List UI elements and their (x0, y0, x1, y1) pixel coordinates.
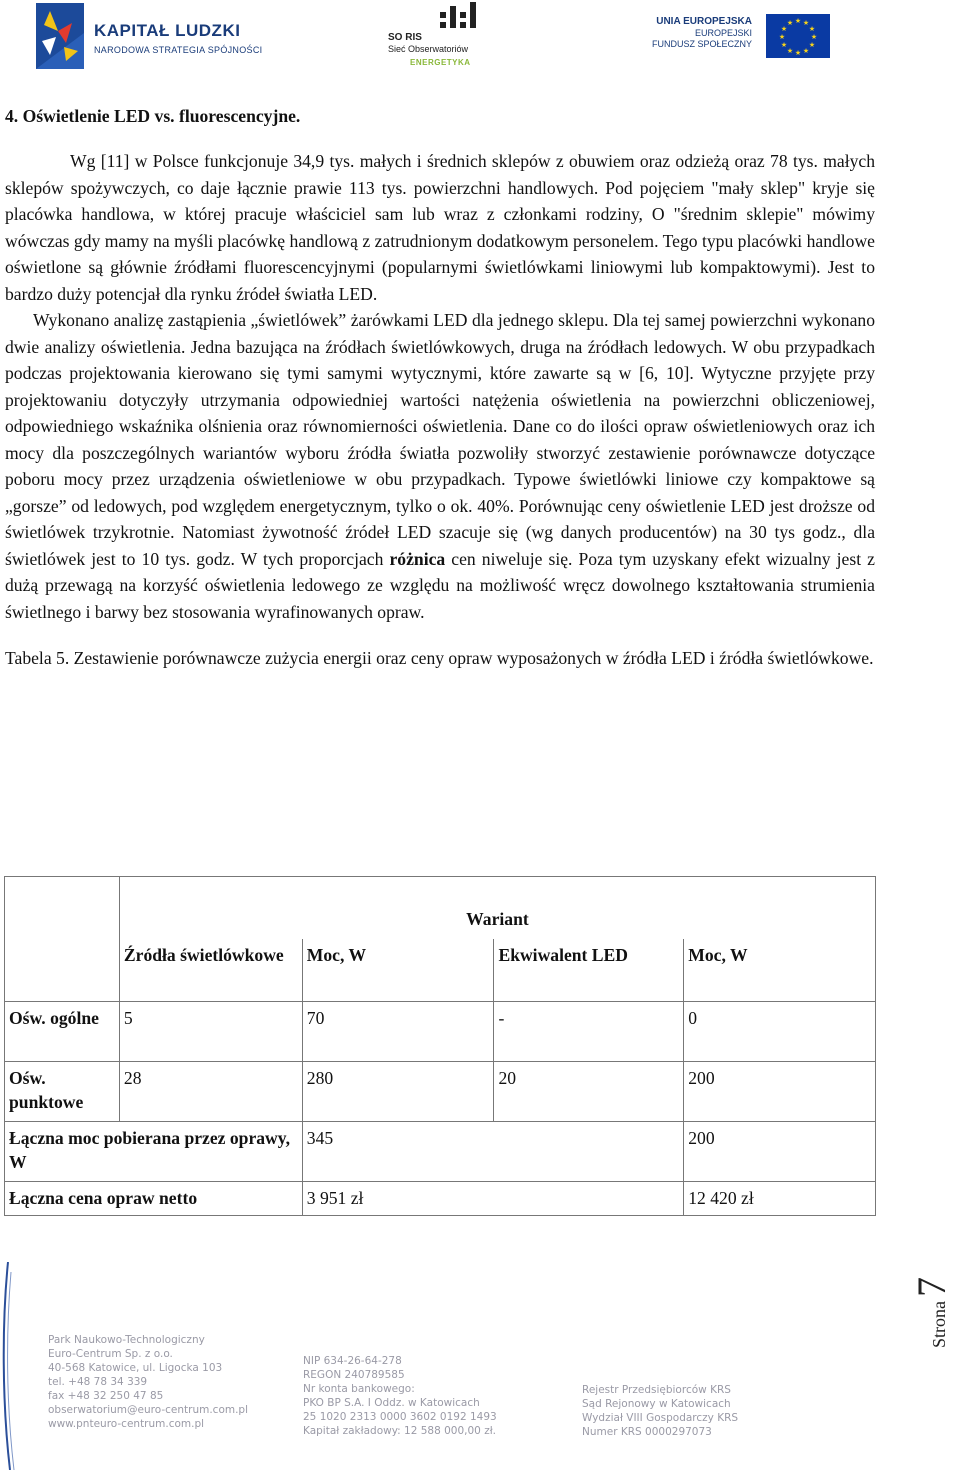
main-content (5, 104, 875, 672)
cell-led: - (494, 1002, 684, 1062)
total-power-fluor: 345 (302, 1122, 683, 1182)
svg-text:★: ★ (794, 49, 802, 57)
svg-text:★: ★ (808, 25, 816, 33)
footer-line: fax +48 32 250 47 85 (48, 1390, 164, 1402)
svg-text:★: ★ (808, 41, 816, 49)
table-row (5, 1062, 876, 1122)
footer-line: tel. +48 78 34 339 (48, 1376, 148, 1388)
table-total-power-row (5, 1122, 876, 1182)
svg-text:★: ★ (802, 19, 810, 27)
footer-line: Sąd Rejonowy w Katowicach (582, 1398, 731, 1410)
svg-text:★: ★ (802, 47, 810, 55)
paragraph-1: Wg [11] w Polsce funkcjonuje 34,9 tys. małych i średnich sklepów z obuwiem oraz odzieżą oraz 78 tys. małych sklepów spożywczych, co daje łącznie prawie 113 tys. powierzchni handlowych. Pod pojęciem "mały sklep" kryje się placówka handlowa, w której pracuje właściciel sam lub wraz z członkami rodziny, O "średnim sklepie" mówimy wówczas gdy mamy na myśli placówkę handlową z zatrudnionym dodatkowym personelem. Tego typu placówki handlowe oświetlone są głównie źródłami fluorescencyjnymi (popularnymi świetlówkami liniowymi lub kompaktowymi). Jest to bardzo duży potencjał dla rynku źródeł światła LED. (5, 151, 875, 304)
eu-logo (651, 14, 830, 60)
total-power-label: Łączna moc pobierana przez oprawy, W (5, 1122, 303, 1182)
footer-line: 40-568 Katowice, ul. Ligocka 103 (48, 1362, 223, 1374)
footer-line: Park Naukowo-Technologiczny (48, 1334, 205, 1346)
footer-line: Numer KRS 0000297073 (582, 1426, 712, 1438)
footer-line: Nr konta bankowego: (303, 1383, 415, 1395)
svg-text:★: ★ (810, 33, 818, 41)
so-ris-subtitle: Sieć Obserwatoriów (388, 44, 469, 54)
kapital-ludzki-logo (36, 3, 276, 69)
kapital-ludzki-subtitle: NARODOWA STRATEGIA SPÓJNOŚCI (94, 45, 263, 55)
cell-power-1: 70 (302, 1002, 494, 1062)
footer-company (48, 1333, 248, 1431)
so-ris-energy-label: ENERGETYKA (410, 58, 471, 67)
svg-text:★: ★ (794, 17, 802, 25)
total-price-label: Łączna cena opraw netto (5, 1182, 303, 1216)
footer-line: Euro-Centrum Sp. z o.o. (48, 1348, 173, 1360)
table-total-price-row (5, 1182, 876, 1216)
footer-line: NIP 634-26-64-278 (303, 1355, 402, 1367)
table-wariant-header (119, 877, 875, 940)
so-ris-mark-icon (436, 2, 478, 42)
paragraph-2-text-a: Wykonano analizę zastąpienia „świetlówek” żarówkami LED dla jednego sklepu. Dla tej samej powierzchni wykonano dwie analizy oświetlenia. Jedna bazująca na źródłach świetlówkowych, druga na źródłach ledowych. W obu przypadkach podczas projektowania kierowano się tymi samymi wytycznymi, które zawarte są w [6, 10]. Wytyczne przyjęte przy projektowaniu dotyczyły utrzymania odpowiedniej wartości natężenia oświetlenia na powierzchni obliczeniowej, odpowiedniego wskaźnika olśnienia oraz równomierności oświetlenia. Dane co do ilości opraw oświetleniowych oraz ich mocy dla poszczególnych wariantów wyboru źródła światła pozwoliły stworzyć zestawienie porównawcze dotyczące poboru mocy przez urządzenia oświetleniowe w obu przypadkach. Typowe świetlówki liniowe czy kompaktowe są „gorsze” od ledowych, pod względem energetycznym, tylko o ok. 40%. Porównując ceny oświetlenie LED jest droższe od świetlówek trzykrotnie. Natomiast żywotność źródeł LED szacuje się (wg danych producentów) na 30 tys godz., dla świetlówek jest to 10 tys. godz. W tych proporcjach (5, 310, 875, 569)
footer-line: Wydział VIII Gospodarczy KRS (582, 1412, 739, 1424)
eu-line-3: FUNDUSZ SPOŁECZNY (651, 39, 752, 49)
table-row (5, 1002, 876, 1062)
header-led: Ekwiwalent LED (494, 939, 684, 1002)
svg-text:★: ★ (778, 33, 786, 41)
total-price-fluor: 3 951 zł (302, 1182, 683, 1216)
kapital-ludzki-title: KAPITAŁ LUDZKI (94, 21, 241, 40)
total-price-led: 12 420 zł (684, 1182, 876, 1216)
footer-line: Kapitał zakładowy: 12 588 000,00 zł. (303, 1425, 497, 1437)
cell-power-2: 200 (684, 1062, 876, 1122)
svg-text:★: ★ (780, 41, 788, 49)
page-number (908, 1258, 954, 1378)
header-power-1: Moc, W (302, 939, 494, 1002)
table-corner-cell (5, 877, 120, 1002)
svg-text:★: ★ (786, 47, 794, 55)
row-label: Ośw. ogólne (5, 1002, 120, 1062)
table-header-row (5, 877, 876, 940)
header-power-2: Moc, W (684, 939, 876, 1002)
footer-registry (582, 1383, 738, 1439)
comparison-table (4, 876, 876, 1216)
eu-flag-icon (766, 14, 830, 58)
cell-led: 20 (494, 1062, 684, 1122)
footer-line: 25 1020 2313 0000 3602 0192 1493 (303, 1411, 497, 1423)
cell-power-2: 0 (684, 1002, 876, 1062)
so-ris-title: SO RIS (388, 32, 422, 43)
header-fluor: Źródła świetlówkowe (119, 939, 302, 1002)
cell-fluor: 28 (119, 1062, 302, 1122)
total-power-led: 200 (684, 1122, 876, 1182)
page-label: Strona (929, 1301, 949, 1348)
eu-text (652, 16, 752, 49)
table-caption: Tabela 5. Zestawienie porównawcze zużycia energii oraz ceny opraw wyposażonych w źródła LED i źródła świetlówkowe. (5, 648, 874, 668)
footer-bank-info (303, 1354, 497, 1438)
footer-decoration (0, 1262, 18, 1470)
paragraph-2-bold: różnica (389, 548, 446, 569)
eu-line-2: EUROPEJSKI (694, 28, 752, 38)
page-header (0, 0, 960, 80)
cell-fluor: 5 (119, 1002, 302, 1062)
footer-line: PKO BP S.A. I Oddz. w Katowicach (303, 1397, 480, 1409)
wariant-label: Wariant (466, 909, 529, 929)
eu-line-1: UNIA EUROPEJSKA (656, 16, 752, 27)
footer-email[interactable]: obserwatorium@euro-centrum.com.pl (48, 1404, 249, 1416)
kapital-ludzki-emblem-icon (36, 3, 84, 69)
so-ris-logo (386, 2, 496, 70)
paragraph-2-text-b: cen niweluje się. Poza tym uzyskany efekt wizualny jest z dużą przewagą na korzyść oświetlenia ledowego ze względu na możliwość wręcz dowolnego kształtowania strumienia świetlnego i barwy bez stosowania wyrafinowanych opraw. (5, 548, 875, 622)
footer-website[interactable]: www.pnteuro-centrum.com.pl (48, 1418, 205, 1430)
svg-text:★: ★ (780, 25, 788, 33)
footer-line: REGON 240789585 (303, 1369, 405, 1381)
footer-line: Rejestr Przedsiębiorców KRS (582, 1384, 731, 1396)
paragraph-2 (5, 307, 875, 625)
section-heading: 4. Oświetlenie LED vs. fluorescencyjne. (5, 106, 301, 126)
page-number-value: 7 (909, 1277, 954, 1297)
svg-text:★: ★ (786, 19, 794, 27)
row-label: Ośw. punktowe (5, 1062, 120, 1122)
table-subheader-row (5, 939, 876, 1002)
cell-power-1: 280 (302, 1062, 494, 1122)
